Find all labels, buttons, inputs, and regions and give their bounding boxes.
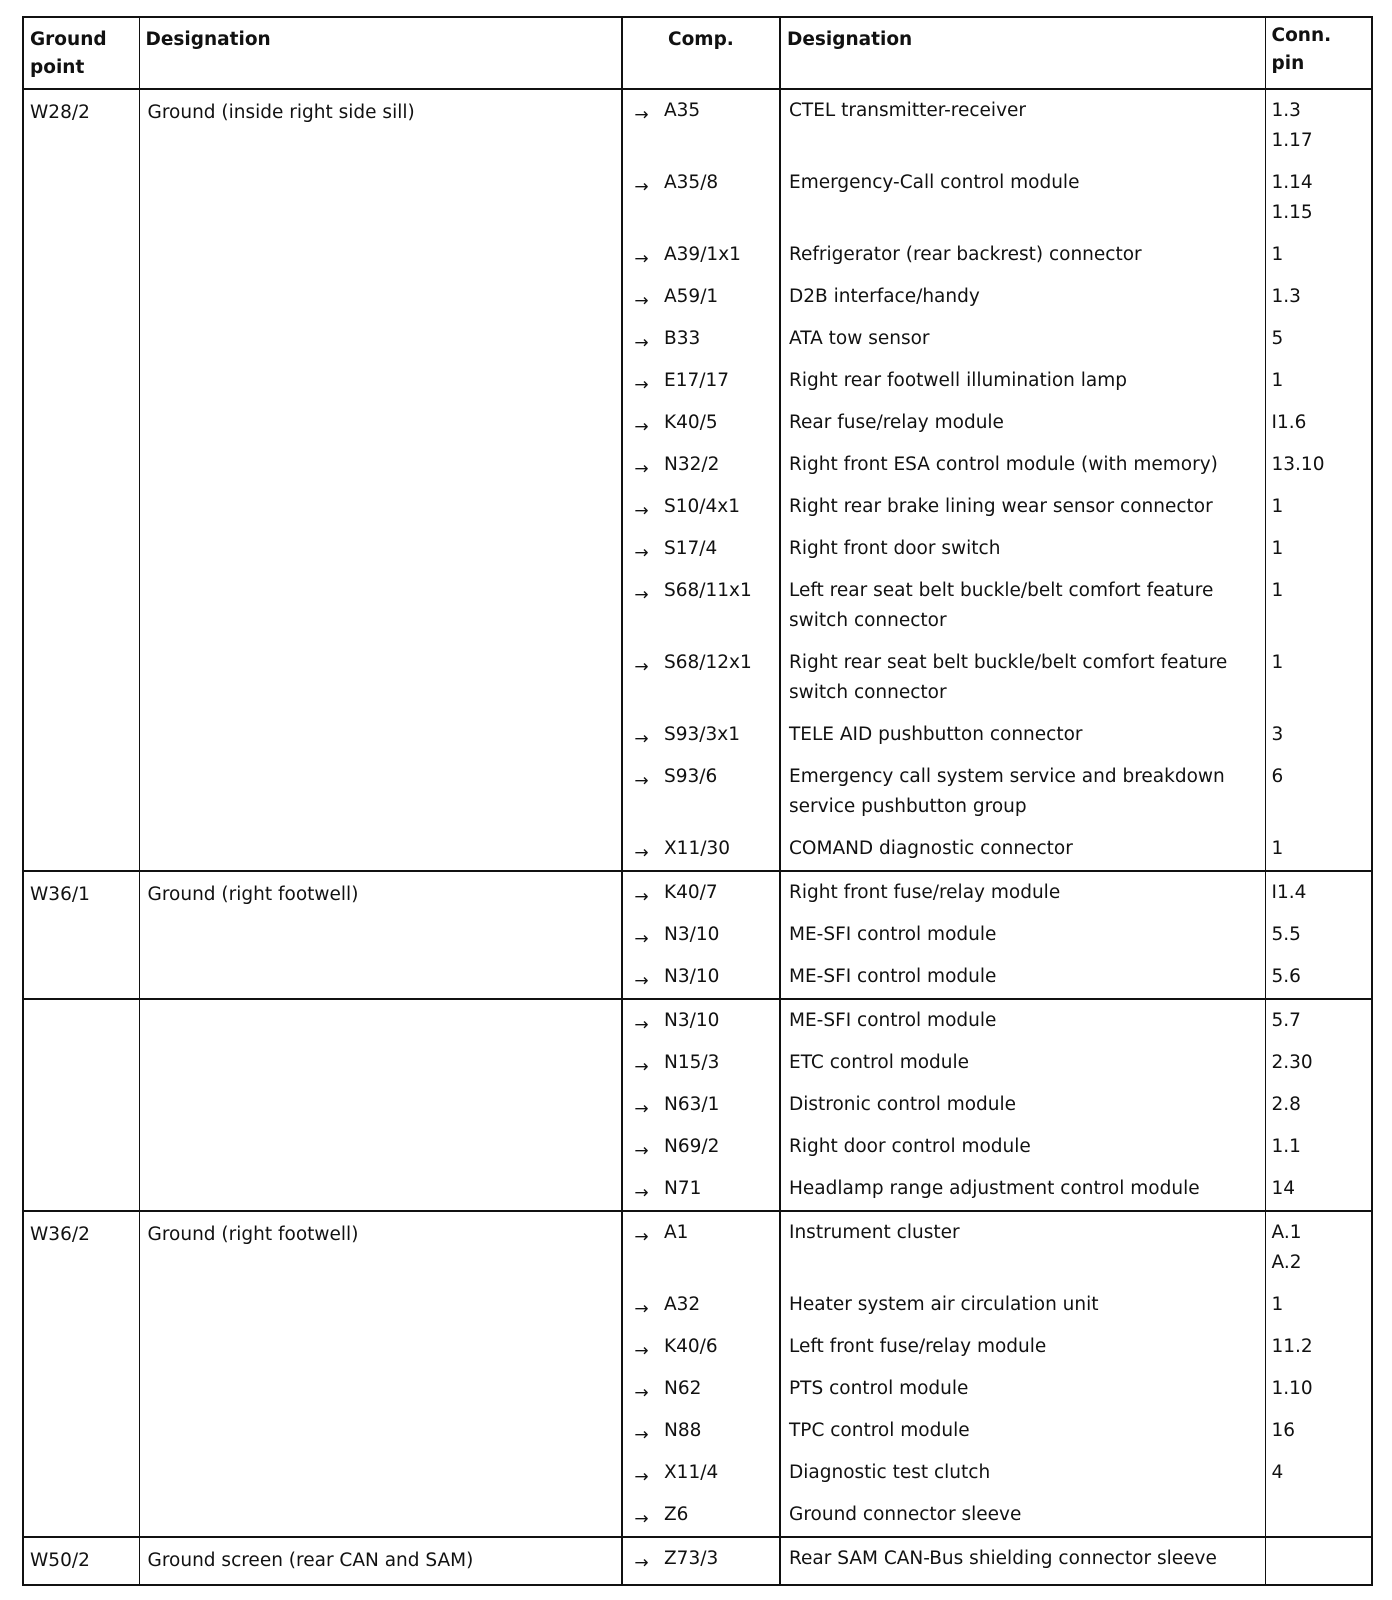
connector-pin: 1.10 [1265, 1368, 1372, 1410]
arrow-icon: → [634, 375, 649, 395]
connector-pin: 16 [1265, 1410, 1372, 1452]
connector-pin: A.1 A.2 [1265, 1211, 1372, 1284]
connector-pin: 1.14 1.15 [1265, 162, 1372, 234]
connector-pin: 1 [1265, 234, 1372, 276]
component-code: S17/4 [660, 528, 780, 570]
component-code: E17/17 [660, 360, 780, 402]
component-code: Z6 [660, 1494, 780, 1537]
component-designation: Headlamp range adjustment control module [780, 1168, 1265, 1211]
table-row [23, 1211, 1372, 1284]
arrow-cell [622, 999, 660, 1042]
component-code: N69/2 [660, 1126, 780, 1168]
arrow-icon: → [634, 1467, 649, 1487]
component-designation: TELE AID pushbutton connector [780, 714, 1265, 756]
header-ground-point: Ground point [23, 17, 139, 89]
connector-pin: 5 [1265, 318, 1372, 360]
component-designation: ME-SFI control module [780, 914, 1265, 956]
arrow-cell [622, 1284, 660, 1326]
arrow-cell [622, 1211, 660, 1284]
component-designation: Diagnostic test clutch [780, 1452, 1265, 1494]
component-code: B33 [660, 318, 780, 360]
component-designation: Right front ESA control module (with memory) [780, 444, 1265, 486]
arrow-icon: → [634, 543, 649, 563]
component-designation: CTEL transmitter-receiver [780, 89, 1265, 162]
arrow-cell [622, 234, 660, 276]
arrow-cell [622, 1084, 660, 1126]
arrow-icon: → [634, 105, 649, 125]
connector-pin: 1.3 [1265, 276, 1372, 318]
component-designation: Right front fuse/relay module [780, 871, 1265, 914]
connector-pin: 2.30 [1265, 1042, 1372, 1084]
connector-pin: 1 [1265, 1284, 1372, 1326]
ground-point-cell: W50/2 [23, 1537, 139, 1585]
arrow-icon: → [634, 1015, 649, 1035]
arrow-cell [622, 1452, 660, 1494]
connector-pin: I1.4 [1265, 871, 1372, 914]
component-code: N71 [660, 1168, 780, 1211]
component-code: K40/5 [660, 402, 780, 444]
connector-pin: 1.3 1.17 [1265, 89, 1372, 162]
arrow-cell [622, 528, 660, 570]
connector-pin [1265, 1537, 1372, 1585]
component-code: A32 [660, 1284, 780, 1326]
header-conn-pin: Conn. pin [1265, 17, 1372, 89]
connector-pin: I1.6 [1265, 402, 1372, 444]
arrow-cell [622, 914, 660, 956]
arrow-cell [622, 1410, 660, 1452]
component-designation: COMAND diagnostic connector [780, 828, 1265, 871]
component-designation: TPC control module [780, 1410, 1265, 1452]
ground-point-cell: W36/1 [23, 871, 139, 999]
ground-designation-cell: Ground screen (rear CAN and SAM) [139, 1537, 622, 1585]
table-row [23, 89, 1372, 162]
component-designation: ATA tow sensor [780, 318, 1265, 360]
component-designation: PTS control module [780, 1368, 1265, 1410]
connector-pin: 1 [1265, 528, 1372, 570]
arrow-icon: → [634, 459, 649, 479]
component-code: N3/10 [660, 999, 780, 1042]
component-designation: D2B interface/handy [780, 276, 1265, 318]
arrow-icon: → [634, 887, 649, 907]
connector-pin: 1 [1265, 828, 1372, 871]
arrow-icon: → [634, 729, 649, 749]
arrow-icon: → [634, 1553, 649, 1573]
component-code: A1 [660, 1211, 780, 1284]
arrow-cell [622, 956, 660, 999]
connector-pin: 5.6 [1265, 956, 1372, 999]
arrow-cell [622, 486, 660, 528]
component-designation: Refrigerator (rear backrest) connector [780, 234, 1265, 276]
ground-point-cell: W28/2 [23, 89, 139, 871]
arrow-cell [622, 642, 660, 714]
arrow-icon: → [634, 501, 649, 521]
arrow-icon: → [634, 657, 649, 677]
arrow-icon: → [634, 771, 649, 791]
arrow-cell [622, 1042, 660, 1084]
component-designation: Right rear brake lining wear sensor connector [780, 486, 1265, 528]
component-code: A59/1 [660, 276, 780, 318]
ground-point-cell: W36/2 [23, 1211, 139, 1537]
header-row [23, 17, 1372, 89]
connector-pin: 1 [1265, 360, 1372, 402]
ground-designation-cell [139, 999, 622, 1211]
component-code: S93/6 [660, 756, 780, 828]
ground-point-cell [23, 999, 139, 1211]
component-designation: Left front fuse/relay module [780, 1326, 1265, 1368]
arrow-icon: → [634, 1057, 649, 1077]
component-code: A35 [660, 89, 780, 162]
component-designation: Left rear seat belt buckle/belt comfort feature switch connector [780, 570, 1265, 642]
connector-pin: 2.8 [1265, 1084, 1372, 1126]
component-designation: Rear SAM CAN-Bus shielding connector sleeve [780, 1537, 1265, 1585]
connector-pin: 5.7 [1265, 999, 1372, 1042]
connector-pin: 1 [1265, 642, 1372, 714]
arrow-cell [622, 89, 660, 162]
component-code: S68/11x1 [660, 570, 780, 642]
component-code: N32/2 [660, 444, 780, 486]
component-code: N3/10 [660, 914, 780, 956]
arrow-cell [622, 1326, 660, 1368]
arrow-cell [622, 1537, 660, 1585]
component-code: K40/7 [660, 871, 780, 914]
arrow-cell [622, 162, 660, 234]
arrow-icon: → [634, 1183, 649, 1203]
arrow-cell [622, 444, 660, 486]
component-designation: Right rear footwell illumination lamp [780, 360, 1265, 402]
table-row [23, 999, 1372, 1042]
header-arrow-spacer [622, 17, 660, 89]
arrow-cell [622, 276, 660, 318]
arrow-icon: → [634, 1227, 649, 1247]
component-designation: Distronic control module [780, 1084, 1265, 1126]
table-body [23, 89, 1372, 1585]
arrow-icon: → [634, 1299, 649, 1319]
arrow-icon: → [634, 1141, 649, 1161]
connector-pin: 13.10 [1265, 444, 1372, 486]
component-code: N3/10 [660, 956, 780, 999]
arrow-cell [622, 1368, 660, 1410]
arrow-icon: → [634, 417, 649, 437]
component-designation: Instrument cluster [780, 1211, 1265, 1284]
component-designation: ME-SFI control module [780, 999, 1265, 1042]
component-code: A39/1x1 [660, 234, 780, 276]
header-designation-left: Designation [139, 17, 622, 89]
ground-designation-cell: Ground (right footwell) [139, 1211, 622, 1537]
arrow-icon: → [634, 843, 649, 863]
component-code: X11/4 [660, 1452, 780, 1494]
connector-pin [1265, 1494, 1372, 1537]
arrow-icon: → [634, 1425, 649, 1445]
component-designation: ME-SFI control module [780, 956, 1265, 999]
arrow-icon: → [634, 249, 649, 269]
arrow-cell [622, 871, 660, 914]
connector-pin: 14 [1265, 1168, 1372, 1211]
component-designation: Emergency-Call control module [780, 162, 1265, 234]
arrow-icon: → [634, 1099, 649, 1119]
component-designation: Right rear seat belt buckle/belt comfort feature switch connector [780, 642, 1265, 714]
arrow-icon: → [634, 1383, 649, 1403]
component-code: N15/3 [660, 1042, 780, 1084]
table-row [23, 871, 1372, 914]
ground-point-table [22, 16, 1373, 1586]
component-code: N62 [660, 1368, 780, 1410]
connector-pin: 6 [1265, 756, 1372, 828]
arrow-cell [622, 570, 660, 642]
connector-pin: 5.5 [1265, 914, 1372, 956]
arrow-cell [622, 1126, 660, 1168]
component-designation: ETC control module [780, 1042, 1265, 1084]
component-designation: Right door control module [780, 1126, 1265, 1168]
component-code: S93/3x1 [660, 714, 780, 756]
component-designation: Emergency call system service and breakdown service pushbutton group [780, 756, 1265, 828]
component-designation: Ground connector sleeve [780, 1494, 1265, 1537]
arrow-icon: → [634, 291, 649, 311]
component-code: N63/1 [660, 1084, 780, 1126]
component-code: N88 [660, 1410, 780, 1452]
arrow-icon: → [634, 585, 649, 605]
header-designation-right: Designation [780, 17, 1265, 89]
arrow-cell [622, 1168, 660, 1211]
arrow-cell [622, 756, 660, 828]
component-code: K40/6 [660, 1326, 780, 1368]
connector-pin: 4 [1265, 1452, 1372, 1494]
arrow-icon: → [634, 1509, 649, 1529]
arrow-cell [622, 402, 660, 444]
arrow-icon: → [634, 929, 649, 949]
component-code: S10/4x1 [660, 486, 780, 528]
arrow-icon: → [634, 333, 649, 353]
arrow-icon: → [634, 971, 649, 991]
arrow-cell [622, 1494, 660, 1537]
header-comp: Comp. [660, 17, 780, 89]
connector-pin: 11.2 [1265, 1326, 1372, 1368]
arrow-cell [622, 714, 660, 756]
arrow-cell [622, 828, 660, 871]
component-code: S68/12x1 [660, 642, 780, 714]
ground-designation-cell: Ground (right footwell) [139, 871, 622, 999]
ground-designation-cell: Ground (inside right side sill) [139, 89, 622, 871]
component-designation: Right front door switch [780, 528, 1265, 570]
component-designation: Rear fuse/relay module [780, 402, 1265, 444]
connector-pin: 1 [1265, 486, 1372, 528]
arrow-icon: → [634, 1341, 649, 1361]
component-code: A35/8 [660, 162, 780, 234]
arrow-cell [622, 360, 660, 402]
component-code: Z73/3 [660, 1537, 780, 1585]
table-row [23, 1537, 1372, 1585]
connector-pin: 1.1 [1265, 1126, 1372, 1168]
arrow-cell [622, 318, 660, 360]
connector-pin: 1 [1265, 570, 1372, 642]
ground-point-table-sheet [22, 16, 1371, 1586]
connector-pin: 3 [1265, 714, 1372, 756]
component-code: X11/30 [660, 828, 780, 871]
component-designation: Heater system air circulation unit [780, 1284, 1265, 1326]
arrow-icon: → [634, 177, 649, 197]
